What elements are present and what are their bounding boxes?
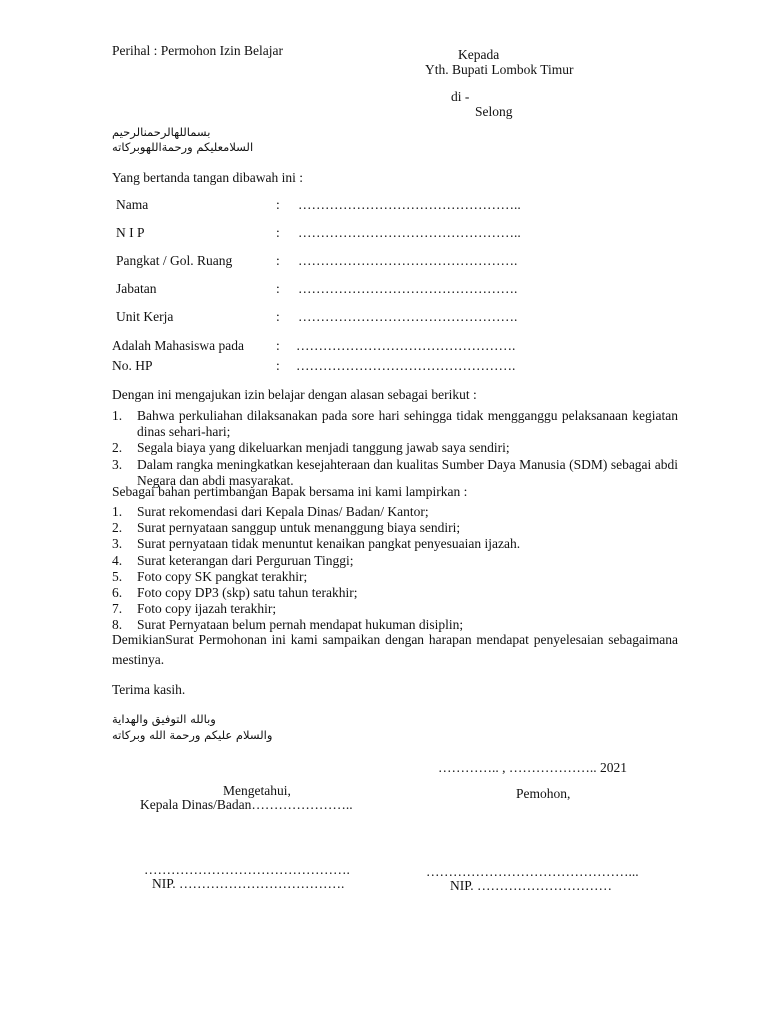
mengetahui-label: Mengetahui, [223,783,291,798]
right-signature-line: ………………………………………... [426,864,639,879]
field-colon: : [276,281,280,296]
subject-line: Perihal : Permohon Izin Belajar [112,43,283,58]
salam-closing: والسلام عليكم ورحمة الله وبركاته [112,728,273,742]
list-item: 5. Foto copy SK pangkat terakhir; [112,568,308,584]
field-label: Adalah Mahasiswa pada [112,338,244,353]
field-colon: : [276,197,280,212]
list-item: 1. Bahwa perkuliahan dilaksanakan pada sore hari sehingga tidak mengganggu pelaksanaan kegiatan dinas sehari-hari; [112,408,678,440]
list-item: 1. Surat rekomendasi dari Kepala Dinas/ Badan/ Kantor; [112,504,429,519]
field-label: No. HP [112,358,153,373]
recipient-di: di - [451,89,470,104]
closing-doa: وبالله التوفيق والهداية [112,712,216,726]
kepala-dinas-label: Kepala Dinas/Badan………………….. [140,797,353,812]
attachment-intro: Sebagai bahan pertimbangan Bapak bersama ini kami lampirkan : [112,484,468,499]
field-blank: …………………………………………. [296,338,516,353]
field-blank: …………………………………………. [298,281,518,296]
field-label: Jabatan [116,281,157,296]
field-colon: : [276,309,280,324]
field-label: N I P [116,225,145,240]
field-row-nip [116,225,556,241]
reason-intro: Dengan ini mengajukan izin belajar dengan alasan sebagai berikut : [112,387,477,402]
field-blank: …………………………………………. [296,358,516,373]
list-item: 3. Surat pernyataan tidak menuntut kenaikan pangkat penyesuaian ijazah. [112,536,521,552]
basmalah: بسماللهالرحمنالرحيم [112,125,211,139]
thanks-text: Terima kasih. [112,682,186,697]
field-row-jabatan [116,281,556,297]
field-label: Pangkat / Gol. Ruang [116,253,233,268]
list-item: 8. Surat Pernyataan belum pernah mendapat hukuman disiplin; [112,617,464,633]
field-label: Unit Kerja [116,309,174,324]
recipient-city: Selong [475,104,513,119]
pemohon-label: Pemohon, [516,786,571,801]
list-item: 2. Surat pernyataan sanggup untuk menanggung biaya sendiri; [112,520,461,536]
field-blank: ………………………………………….. [298,197,521,212]
recipient-kepada: Kepada [458,47,500,62]
field-colon: : [276,253,280,268]
field-colon: : [276,358,280,373]
field-label: Nama [116,197,149,212]
list-item: 2. Segala biaya yang dikeluarkan menjadi tanggung jawab saya sendiri; [112,440,510,456]
field-blank: …………………………………………. [298,253,518,268]
field-row-no-hp [112,358,552,374]
field-row-mahasiswa [112,338,552,354]
field-row-nama [116,197,556,213]
salam-opening: السلامعليكم ورحمةاللهوبركاته [112,140,254,154]
left-signature-line: ………………………………………. [144,862,350,877]
field-colon: : [276,338,280,353]
list-item: 4. Surat keterangan dari Perguruan Tinggi; [112,552,354,568]
field-colon: : [276,225,280,240]
date-line: ………….. , ……………….. 2021 [438,760,627,775]
list-item: 6. Foto copy DP3 (skp) satu tahun terakhir; [112,584,358,600]
left-nip: NIP. ………………………………. [152,876,345,891]
field-blank: ………………………………………….. [298,225,521,240]
field-blank: …………………………………………. [298,309,518,324]
list-item: 7. Foto copy ijazah terakhir; [112,601,277,617]
closing-paragraph: DemikianSurat Permohonan ini kami sampaikan dengan harapan mendapat penyelesaian sebagaimana mestinya. [112,632,678,668]
intro-text: Yang bertanda tangan dibawah ini : [112,170,303,185]
right-nip: NIP. ………………………… [450,878,613,893]
recipient-yth: Yth. Bupati Lombok Timur [425,62,574,77]
reason-list [112,408,678,489]
field-row-unit-kerja [116,309,556,325]
list-item: 3. Dalam rangka meningkatkan kesejahteraan dan kualitas Sumber Daya Manusia (SDM) sebagai abdi Negara dan abdi masyarakat. [112,456,678,488]
field-row-pangkat [116,253,556,269]
attachment-list [112,504,678,634]
